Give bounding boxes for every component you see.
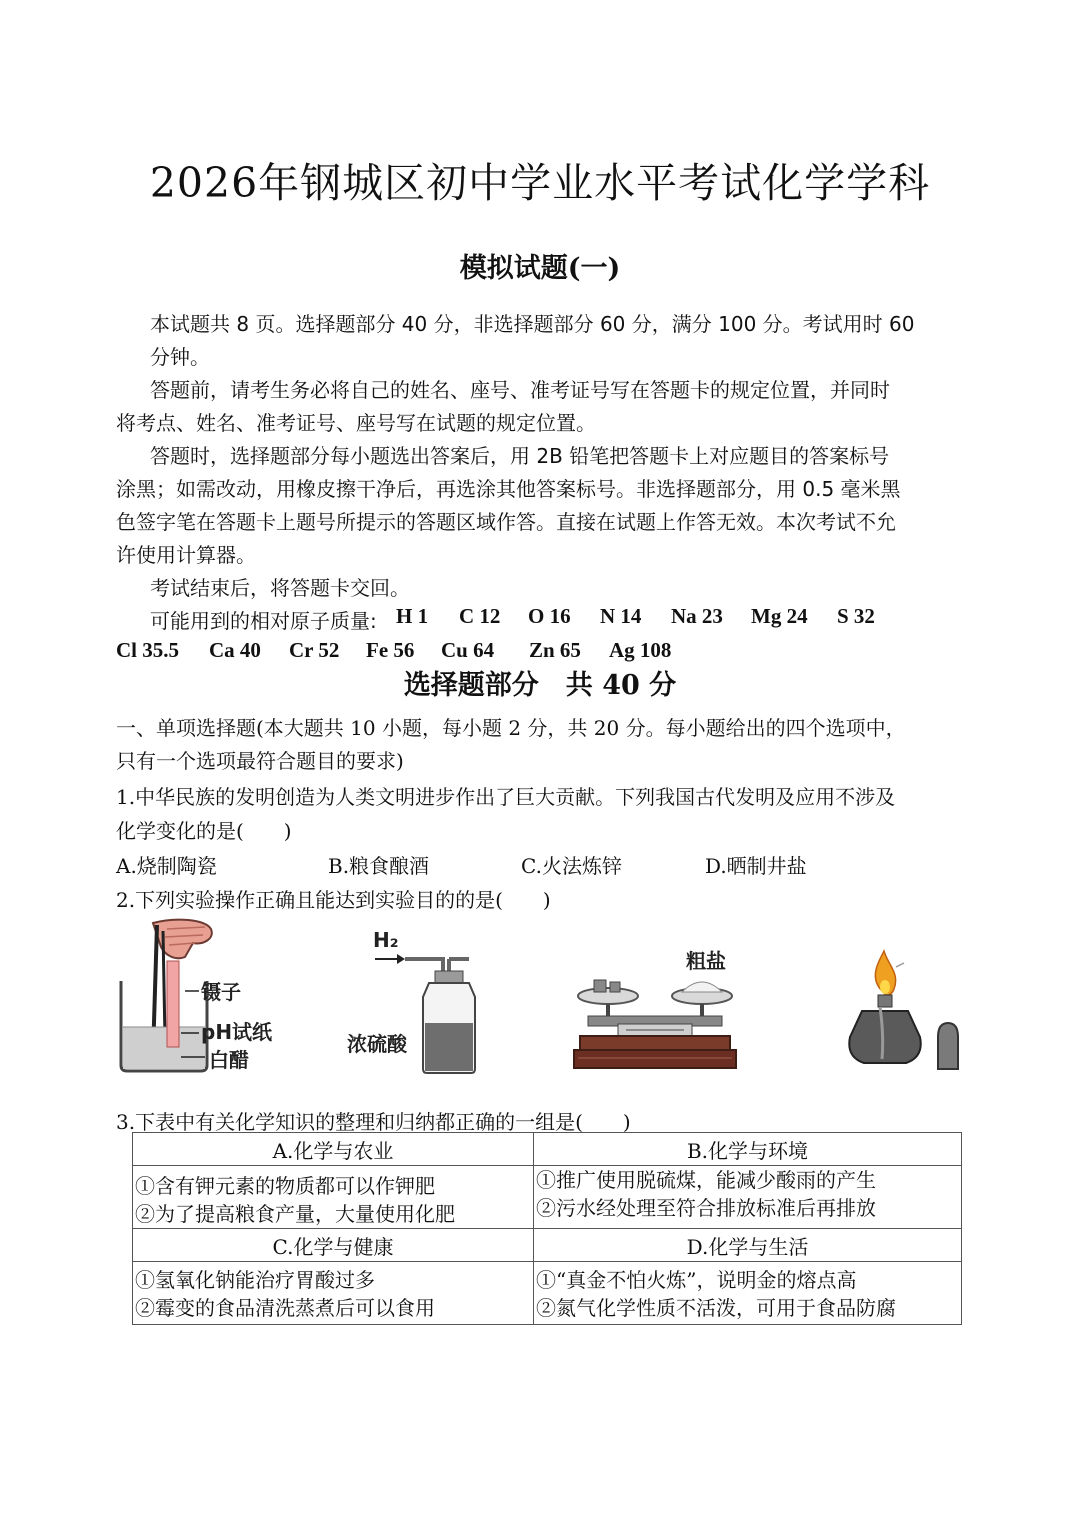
label-ph-paper: pH试纸 — [201, 1020, 273, 1044]
instruction-line: 将考点、姓名、准考证号、座号写在试题的规定位置。 — [116, 411, 596, 435]
instruction-line: 许使用计算器。 — [116, 543, 256, 567]
instruction-line: 答题时，选择题部分每小题选出答案后，用 2B 铅笔把答题卡上对应题目的答案标号 — [150, 444, 890, 468]
label-sulfuric-acid: 浓硫酸 — [347, 1032, 407, 1056]
table-header-c: C.化学与健康 — [133, 1229, 534, 1262]
question-1-stem: 1.中华民族的发明创造为人类文明进步作出了巨大贡献。下列我国古代发明及应用不涉及 — [116, 785, 896, 809]
atomic-mass: S 32 — [837, 604, 875, 628]
question-3-stem: 3.下表中有关化学知识的整理和归纳都正确的一组是( ) — [116, 1110, 631, 1134]
instruction-line: 本试题共 8 页。选择题部分 40 分，非选择题部分 60 分，满分 100 分。考试用时 60 — [150, 312, 915, 336]
section-heading: 选择题部分 共 40 分 — [403, 670, 677, 701]
figure-b-gas-washing — [345, 925, 485, 1075]
knowledge-table — [132, 1132, 962, 1325]
atomic-mass: Ag 108 — [609, 638, 672, 662]
atomic-mass: Fe 56 — [366, 638, 415, 662]
atomic-mass: Ca 40 — [209, 638, 261, 662]
instruction-line: 分钟。 — [150, 345, 210, 369]
label-crude-salt: 粗盐 — [686, 949, 726, 973]
table-header-d: D.化学与生活 — [534, 1229, 962, 1262]
part-heading-line: 一、单项选择题(本大题共 10 小题，每小题 2 分，共 20 分。每小题给出的四个选项中， — [116, 716, 906, 740]
atomic-mass: Cr 52 — [289, 638, 340, 662]
figure-d-alcohol-lamp — [838, 945, 968, 1075]
table-cell-b — [534, 1166, 962, 1229]
question-2-stem: 2.下列实验操作正确且能达到实验目的的是( ) — [116, 888, 551, 912]
table-item: ②为了提高粮食产量，大量使用化肥 — [135, 1202, 455, 1226]
table-item: ①氢氧化钠能治疗胃酸过多 — [135, 1268, 375, 1292]
atomic-mass: Mg 24 — [751, 604, 808, 628]
question-1-stem: 化学变化的是( ) — [116, 819, 292, 843]
atomic-mass: Cu 64 — [441, 638, 495, 662]
atomic-mass-intro: 可能用到的相对原子质量: — [150, 609, 377, 633]
atomic-mass: C 12 — [459, 604, 501, 628]
figure-c-balance — [568, 938, 748, 1078]
question-1-option-a: A.烧制陶瓷 — [116, 854, 217, 878]
table-item: ①含有钾元素的物质都可以作钾肥 — [135, 1174, 435, 1198]
table-header-a: A.化学与农业 — [133, 1133, 534, 1166]
table-header-b: B.化学与环境 — [534, 1133, 962, 1166]
table-item: ②氮气化学性质不活泼，可用于食品防腐 — [536, 1296, 896, 1320]
instruction-line: 答题前，请考生务必将自己的姓名、座号、准考证号写在答题卡的规定位置，并同时 — [150, 378, 890, 402]
label-vinegar: 白醋 — [209, 1048, 249, 1072]
table-item: ②污水经处理至符合排放标准后再排放 — [536, 1196, 876, 1220]
question-1-option-d: D.晒制井盐 — [705, 854, 807, 878]
instruction-line: 考试结束后，将答题卡交回。 — [150, 576, 410, 600]
table-cell-d — [534, 1262, 962, 1325]
atomic-mass: O 16 — [528, 604, 571, 628]
exam-subtitle: 模拟试题(一) — [459, 253, 621, 284]
label-h2: H₂ — [373, 928, 399, 952]
table-cell-a — [133, 1166, 534, 1229]
atomic-mass: H 1 — [396, 604, 429, 628]
atomic-mass: N 14 — [600, 604, 642, 628]
table-item: ①“真金不怕火炼”，说明金的熔点高 — [536, 1268, 857, 1292]
table-cell-c — [133, 1262, 534, 1325]
table-item: ②霉变的食品清洗蒸煮后可以食用 — [135, 1296, 435, 1320]
atomic-mass: Zn 65 — [529, 638, 581, 662]
part-heading-line: 只有一个选项最符合题目的要求) — [116, 749, 404, 773]
exam-title: 2026年钢城区初中学业水平考试化学学科 — [149, 159, 931, 207]
instruction-line: 涂黑；如需改动，用橡皮擦干净后，再选涂其他答案标号。非选择题部分，用 0.5 毫米黑 — [116, 477, 901, 501]
instruction-line: 色签字笔在答题卡上题号所提示的答题区域作答。直接在试题上作答无效。本次考试不允 — [116, 510, 896, 534]
question-1-option-c: C.火法炼锌 — [521, 854, 622, 878]
figure-a-ph-test — [115, 915, 275, 1075]
atomic-mass: Na 23 — [671, 604, 723, 628]
table-item: ①推广使用脱硫煤，能减少酸雨的产生 — [536, 1168, 876, 1192]
atomic-mass: Cl 35.5 — [116, 638, 179, 662]
label-tweezers: 镊子 — [201, 980, 241, 1004]
question-1-option-b: B.粮食酿酒 — [328, 854, 430, 878]
